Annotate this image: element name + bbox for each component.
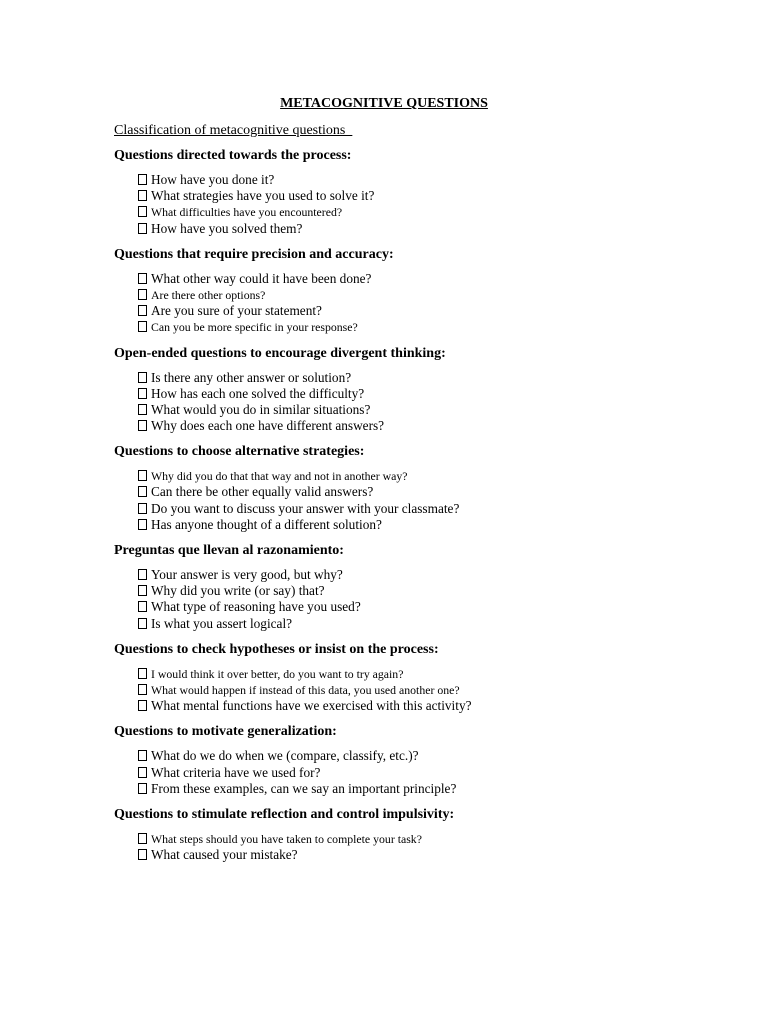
checkbox-icon: [138, 601, 147, 612]
checkbox-icon: [138, 273, 147, 284]
question-item: [138, 748, 674, 764]
section-heading: Questions to stimulate reflection and control impulsivity:: [114, 806, 455, 822]
question-text: From these examples, can we say an important principle?: [151, 780, 457, 796]
question-text: Why did you do that that way and not in another way?: [151, 469, 408, 484]
section-reasoning: [114, 542, 674, 632]
question-text: How have you solved them?: [151, 220, 303, 236]
checkbox-icon: [138, 420, 147, 431]
question-text: Can you be more specific in your response?: [151, 320, 358, 335]
checkbox-icon: [138, 684, 147, 695]
section-hypotheses: [114, 641, 674, 715]
checkbox-icon: [138, 618, 147, 629]
checkbox-icon: [138, 849, 147, 860]
question-item: [138, 221, 674, 237]
question-list: [114, 831, 674, 863]
question-text: What other way could it have been done?: [151, 270, 372, 286]
classification-subtitle: Classification of metacognitive questions: [114, 123, 353, 138]
section-heading: Open-ended questions to encourage divergent thinking:: [114, 345, 446, 361]
section-alternatives: [114, 443, 674, 533]
checkbox-icon: [138, 833, 147, 844]
checkbox-icon: [138, 206, 147, 217]
question-text: Why did you write (or say) that?: [151, 583, 325, 599]
question-text: Are there other options?: [151, 287, 266, 302]
question-item: [138, 682, 674, 698]
section-precision: [114, 246, 674, 336]
checkbox-icon: [138, 404, 147, 415]
section-reflection: [114, 806, 674, 863]
checkbox-icon: [138, 470, 147, 481]
section-heading: Preguntas que llevan al razonamiento:: [114, 543, 344, 558]
sections-container: [114, 147, 674, 872]
section-heading: Questions directed towards the process:: [114, 148, 352, 163]
question-item: [138, 765, 674, 781]
question-item: [138, 468, 674, 484]
question-item: [138, 188, 674, 204]
question-text: What steps should you have taken to complete your task?: [151, 831, 422, 846]
question-item: [138, 204, 674, 220]
question-item: [138, 370, 674, 386]
question-text: Your answer is very good, but why?: [151, 567, 343, 582]
question-list: [114, 666, 674, 715]
question-text: What mental functions have we exercised with this activity?: [151, 698, 472, 714]
question-item: [138, 418, 674, 434]
question-text: How have you done it?: [151, 172, 275, 187]
question-text: How has each one solved the difficulty?: [151, 385, 365, 401]
question-item: [138, 847, 674, 863]
checkbox-icon: [138, 585, 147, 596]
question-list: [114, 748, 674, 797]
checkbox-icon: [138, 372, 147, 383]
question-item: [138, 666, 674, 682]
question-text: What would you do in similar situations?: [151, 401, 371, 417]
section-heading: Questions that require precision and accuracy:: [114, 246, 394, 262]
question-item: [138, 501, 674, 517]
question-item: [138, 271, 674, 287]
question-list: [114, 271, 674, 336]
question-item: [138, 599, 674, 615]
question-text: What caused your mistake?: [151, 847, 298, 863]
question-list: [114, 468, 674, 533]
question-item: [138, 616, 674, 632]
checkbox-icon: [138, 503, 147, 514]
checkbox-icon: [138, 767, 147, 778]
checkbox-icon: [138, 321, 147, 332]
question-text: Has anyone thought of a different solution?: [151, 516, 382, 532]
question-item: [138, 831, 674, 847]
question-item: [138, 402, 674, 418]
section-generalization: [114, 723, 674, 797]
question-text: I would think it over better, do you want to try again?: [151, 666, 404, 681]
question-item: [138, 484, 674, 500]
question-text: What do we do when we (compare, classify, etc.)?: [151, 748, 419, 764]
checkbox-icon: [138, 783, 147, 794]
section-heading: Questions to choose alternative strategies:: [114, 444, 365, 460]
question-item: [138, 583, 674, 599]
checkbox-icon: [138, 190, 147, 201]
checkbox-icon: [138, 519, 147, 530]
question-text: Is what you assert logical?: [151, 615, 293, 631]
section-heading: Questions to motivate generalization:: [114, 724, 337, 740]
question-item: [138, 287, 674, 303]
question-text: What would happen if instead of this data, you used another one?: [151, 682, 460, 697]
question-item: [138, 698, 674, 714]
page-title: [0, 95, 768, 113]
checkbox-icon: [138, 668, 147, 679]
checkbox-icon: [138, 388, 147, 399]
question-text: Can there be other equally valid answers?: [151, 484, 374, 500]
question-item: [138, 172, 674, 188]
question-item: [138, 781, 674, 797]
question-list: [114, 370, 674, 435]
question-text: Are you sure of your statement?: [151, 303, 322, 319]
question-list: [114, 172, 674, 237]
question-item: [138, 567, 674, 583]
checkbox-icon: [138, 174, 147, 185]
page-title-text: METACOGNITIVE QUESTIONS: [280, 96, 488, 111]
question-text: Why does each one have different answers?: [151, 418, 385, 434]
checkbox-icon: [138, 486, 147, 497]
question-item: [138, 517, 674, 533]
question-text: Is there any other answer or solution?: [151, 369, 352, 385]
checkbox-icon: [138, 750, 147, 761]
question-text: What strategies have you used to solve it?: [151, 188, 375, 204]
question-item: [138, 303, 674, 319]
question-text: Do you want to discuss your answer with your classmate?: [151, 500, 460, 516]
section-process: [114, 147, 674, 237]
checkbox-icon: [138, 223, 147, 234]
checkbox-icon: [138, 289, 147, 300]
question-text: What type of reasoning have you used?: [151, 599, 361, 615]
checkbox-icon: [138, 700, 147, 711]
question-item: [138, 386, 674, 402]
question-item: [138, 319, 674, 335]
question-text: What difficulties have you encountered?: [151, 205, 343, 220]
checkbox-icon: [138, 569, 147, 580]
section-heading: Questions to check hypotheses or insist on the process:: [114, 641, 439, 657]
checkbox-icon: [138, 305, 147, 316]
question-text: What criteria have we used for?: [151, 764, 321, 780]
question-list: [114, 567, 674, 632]
section-divergent: [114, 345, 674, 435]
